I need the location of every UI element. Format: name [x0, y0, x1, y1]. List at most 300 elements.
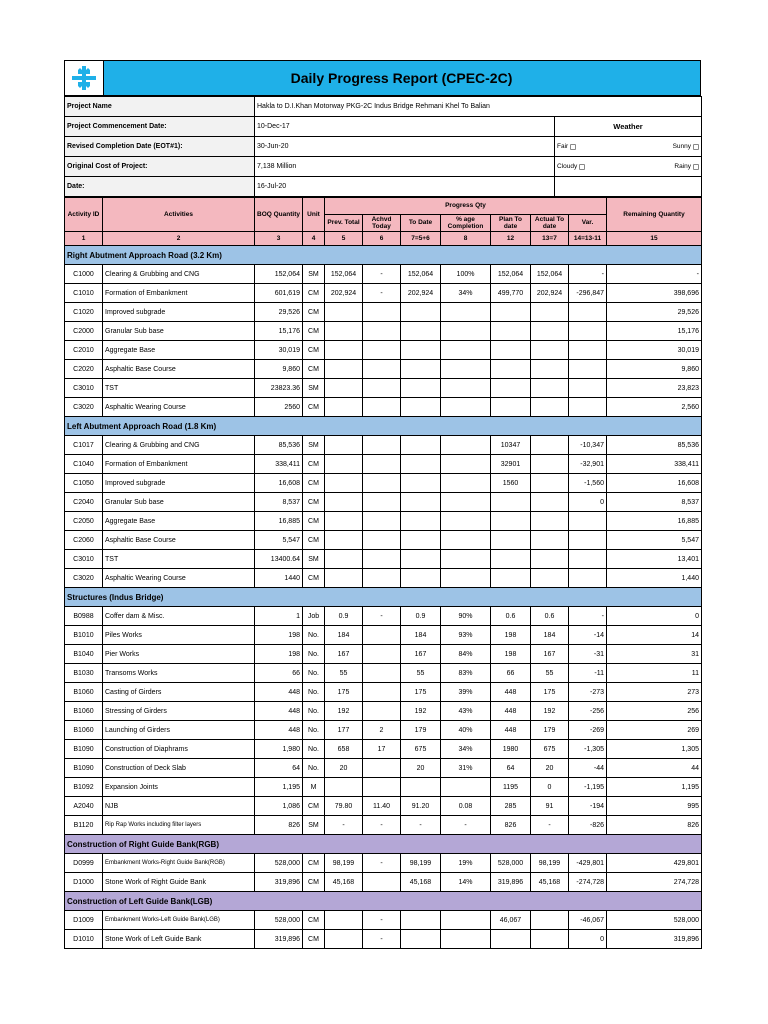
- cell-activity-id: C1050: [65, 474, 103, 493]
- cell-var: -: [569, 265, 607, 284]
- cell-to-date: [401, 778, 441, 797]
- cell-activity-name: Coffer dam & Misc.: [103, 607, 255, 626]
- cell-activity-name: Stone Work of Left Guide Bank: [103, 930, 255, 949]
- progress-table: [64, 197, 702, 949]
- section-header: [65, 417, 702, 436]
- cell-var: -1,560: [569, 474, 607, 493]
- cell-actual-to-date: [531, 322, 569, 341]
- cell-actual-to-date: 98,199: [531, 854, 569, 873]
- cell-prev-total: 175: [325, 683, 363, 702]
- cell-achvd-today: [363, 303, 401, 322]
- cell-pct-completion: [441, 455, 491, 474]
- cell-prev-total: 184: [325, 626, 363, 645]
- table-row: [65, 816, 702, 835]
- cell-achvd-today: -: [363, 816, 401, 835]
- cell-actual-to-date: 20: [531, 759, 569, 778]
- cell-to-date: [401, 436, 441, 455]
- header-num: 15: [607, 232, 702, 246]
- table-row: [65, 398, 702, 417]
- cell-unit: SM: [303, 379, 325, 398]
- cell-activity-name: Clearing & Grubbing and CNG: [103, 436, 255, 455]
- cell-boq-quantity: 528,000: [255, 854, 303, 873]
- cell-plan-to-date: 285: [491, 797, 531, 816]
- cell-achvd-today: [363, 512, 401, 531]
- cell-prev-total: 177: [325, 721, 363, 740]
- cell-plan-to-date: [491, 379, 531, 398]
- cell-activity-name: Improved subgrade: [103, 474, 255, 493]
- cell-remaining-quantity: 826: [607, 816, 702, 835]
- cell-activity-id: B1060: [65, 702, 103, 721]
- cell-boq-quantity: 1440: [255, 569, 303, 588]
- cell-unit: No.: [303, 702, 325, 721]
- cell-prev-total: 152,064: [325, 265, 363, 284]
- cell-remaining-quantity: 995: [607, 797, 702, 816]
- cell-plan-to-date: 448: [491, 721, 531, 740]
- table-row: [65, 626, 702, 645]
- cell-to-date: 152,064: [401, 265, 441, 284]
- table-row: [65, 759, 702, 778]
- cell-pct-completion: 31%: [441, 759, 491, 778]
- cell-remaining-quantity: 31: [607, 645, 702, 664]
- cell-remaining-quantity: 29,526: [607, 303, 702, 322]
- cell-unit: CM: [303, 512, 325, 531]
- cell-var: [569, 512, 607, 531]
- header-activities: Activities: [103, 198, 255, 232]
- cell-prev-total: [325, 436, 363, 455]
- cell-activity-name: NJB: [103, 797, 255, 816]
- cell-remaining-quantity: 1,195: [607, 778, 702, 797]
- weather-rainy-label: Rainy: [674, 163, 691, 170]
- cell-actual-to-date: [531, 379, 569, 398]
- table-row: [65, 569, 702, 588]
- table-row: [65, 379, 702, 398]
- table-row: [65, 341, 702, 360]
- table-row: [65, 474, 702, 493]
- cell-activity-id: B1090: [65, 759, 103, 778]
- cell-actual-to-date: [531, 531, 569, 550]
- cell-remaining-quantity: 338,411: [607, 455, 702, 474]
- header-num: 1: [65, 232, 103, 246]
- header-num: 2: [103, 232, 255, 246]
- cell-prev-total: [325, 455, 363, 474]
- cell-activity-name: Piles Works: [103, 626, 255, 645]
- section-header: [65, 246, 702, 265]
- cell-plan-to-date: [491, 930, 531, 949]
- cell-activity-id: C2040: [65, 493, 103, 512]
- cell-activity-id: C2020: [65, 360, 103, 379]
- cell-var: -44: [569, 759, 607, 778]
- cell-boq-quantity: 16,885: [255, 512, 303, 531]
- cell-var: -31: [569, 645, 607, 664]
- cell-pct-completion: [441, 930, 491, 949]
- cell-achvd-today: [363, 626, 401, 645]
- header-pct-completion: % age Completion: [441, 215, 491, 232]
- table-row: [65, 683, 702, 702]
- cell-achvd-today: [363, 759, 401, 778]
- cell-actual-to-date: [531, 455, 569, 474]
- cell-activity-id: C3020: [65, 569, 103, 588]
- cell-actual-to-date: [531, 436, 569, 455]
- section-title: Construction of Left Guide Bank(LGB): [65, 892, 702, 911]
- weather-sunny-option[interactable]: [673, 143, 699, 150]
- cell-plan-to-date: [491, 360, 531, 379]
- cell-unit: No.: [303, 664, 325, 683]
- cell-var: [569, 398, 607, 417]
- title-bar: [64, 60, 701, 96]
- cell-unit: CM: [303, 284, 325, 303]
- cell-boq-quantity: 66: [255, 664, 303, 683]
- table-row: [65, 322, 702, 341]
- cell-pct-completion: -: [441, 816, 491, 835]
- cell-prev-total: [325, 474, 363, 493]
- cell-unit: SM: [303, 265, 325, 284]
- cell-prev-total: 98,199: [325, 854, 363, 873]
- cell-boq-quantity: 2560: [255, 398, 303, 417]
- cell-activity-id: C1000: [65, 265, 103, 284]
- cell-plan-to-date: 528,000: [491, 854, 531, 873]
- cell-boq-quantity: 85,536: [255, 436, 303, 455]
- cell-to-date: -: [401, 816, 441, 835]
- cell-unit: CM: [303, 911, 325, 930]
- weather-row-1: [555, 137, 702, 157]
- cell-actual-to-date: [531, 303, 569, 322]
- cell-var: -274,728: [569, 873, 607, 892]
- cell-actual-to-date: 152,064: [531, 265, 569, 284]
- commencement-label: Project Commencement Date:: [65, 117, 255, 137]
- cell-activity-id: D1010: [65, 930, 103, 949]
- cell-plan-to-date: 64: [491, 759, 531, 778]
- cell-achvd-today: 17: [363, 740, 401, 759]
- commencement-value: 10-Dec-17: [255, 117, 555, 137]
- cell-to-date: 179: [401, 721, 441, 740]
- cell-activity-name: Construction of Diaphrams: [103, 740, 255, 759]
- cell-unit: CM: [303, 531, 325, 550]
- cell-remaining-quantity: 8,537: [607, 493, 702, 512]
- cell-pct-completion: 43%: [441, 702, 491, 721]
- cell-var: -269: [569, 721, 607, 740]
- cell-unit: CM: [303, 493, 325, 512]
- table-row: [65, 740, 702, 759]
- cell-plan-to-date: [491, 569, 531, 588]
- date-label: Date:: [65, 177, 255, 197]
- project-name-value: Hakla to D.I.Khan Motorway PKG-2C Indus Bridge Rehmani Khel To Balian: [255, 97, 702, 117]
- header-boq-quantity: BOQ Quantity: [255, 198, 303, 232]
- cell-boq-quantity: 13400.64: [255, 550, 303, 569]
- table-row: [65, 854, 702, 873]
- table-row: [65, 531, 702, 550]
- cell-to-date: 184: [401, 626, 441, 645]
- cell-boq-quantity: 1,980: [255, 740, 303, 759]
- checkbox-icon[interactable]: [579, 164, 585, 170]
- cell-prev-total: [325, 398, 363, 417]
- checkbox-icon[interactable]: [693, 144, 699, 150]
- cell-activity-name: Embankment Works-Right Guide Bank(RGB): [103, 854, 255, 873]
- cell-to-date: [401, 930, 441, 949]
- cell-unit: No.: [303, 759, 325, 778]
- cell-activity-name: Clearing & Grubbing and CNG: [103, 265, 255, 284]
- cell-activity-name: Asphaltic Wearing Course: [103, 398, 255, 417]
- header-num: 3: [255, 232, 303, 246]
- cell-unit: M: [303, 778, 325, 797]
- table-row: [65, 702, 702, 721]
- cell-plan-to-date: 10347: [491, 436, 531, 455]
- cell-boq-quantity: 198: [255, 645, 303, 664]
- cell-unit: CM: [303, 303, 325, 322]
- cell-pct-completion: [441, 474, 491, 493]
- cell-to-date: [401, 512, 441, 531]
- cell-prev-total: 20: [325, 759, 363, 778]
- cell-activity-id: C1017: [65, 436, 103, 455]
- report-title: Daily Progress Report (CPEC-2C): [290, 70, 513, 86]
- cell-pct-completion: [441, 303, 491, 322]
- cell-boq-quantity: 16,608: [255, 474, 303, 493]
- cell-to-date: [401, 911, 441, 930]
- header-actual-to-date: Actual To date: [531, 215, 569, 232]
- header-num: 5: [325, 232, 363, 246]
- progress-body: [65, 246, 702, 949]
- cell-activity-id: B0988: [65, 607, 103, 626]
- cell-actual-to-date: 45,168: [531, 873, 569, 892]
- cell-actual-to-date: 0: [531, 778, 569, 797]
- cell-unit: CM: [303, 873, 325, 892]
- cell-unit: No.: [303, 645, 325, 664]
- cell-remaining-quantity: 2,560: [607, 398, 702, 417]
- cell-achvd-today: -: [363, 911, 401, 930]
- cell-var: -46,067: [569, 911, 607, 930]
- cell-boq-quantity: 9,860: [255, 360, 303, 379]
- cell-var: 0: [569, 493, 607, 512]
- cell-achvd-today: [363, 683, 401, 702]
- cell-activity-id: B1030: [65, 664, 103, 683]
- cell-unit: CM: [303, 322, 325, 341]
- revised-completion-label: Revised Completion Date (EOT#1):: [65, 137, 255, 157]
- cell-actual-to-date: [531, 550, 569, 569]
- cell-prev-total: 79.80: [325, 797, 363, 816]
- cell-activity-id: B1060: [65, 721, 103, 740]
- cell-activity-name: Aggregate Base: [103, 341, 255, 360]
- cell-achvd-today: [363, 873, 401, 892]
- cell-actual-to-date: -: [531, 816, 569, 835]
- cell-achvd-today: [363, 569, 401, 588]
- weather-rainy-option[interactable]: [674, 163, 699, 170]
- section-header: [65, 835, 702, 854]
- cell-var: -11: [569, 664, 607, 683]
- cell-achvd-today: [363, 474, 401, 493]
- cell-boq-quantity: 8,537: [255, 493, 303, 512]
- cell-pct-completion: 0.08: [441, 797, 491, 816]
- cell-remaining-quantity: -: [607, 265, 702, 284]
- cell-remaining-quantity: 9,860: [607, 360, 702, 379]
- header-num: 13=7: [531, 232, 569, 246]
- cell-pct-completion: [441, 531, 491, 550]
- cell-unit: Job: [303, 607, 325, 626]
- cell-pct-completion: 34%: [441, 740, 491, 759]
- cell-remaining-quantity: 44: [607, 759, 702, 778]
- cell-unit: SM: [303, 436, 325, 455]
- header-var: Var.: [569, 215, 607, 232]
- header-num: 4: [303, 232, 325, 246]
- cell-activity-name: Casting of Girders: [103, 683, 255, 702]
- cell-actual-to-date: [531, 474, 569, 493]
- cell-plan-to-date: [491, 531, 531, 550]
- cell-plan-to-date: 1195: [491, 778, 531, 797]
- cell-var: [569, 341, 607, 360]
- cell-pct-completion: 93%: [441, 626, 491, 645]
- cell-plan-to-date: 826: [491, 816, 531, 835]
- cell-activity-id: C3020: [65, 398, 103, 417]
- weather-sunny-label: Sunny: [672, 143, 691, 150]
- cell-actual-to-date: [531, 911, 569, 930]
- cell-var: -1,305: [569, 740, 607, 759]
- header-activity-id: Activity ID: [65, 198, 103, 232]
- section-title: Structures (Indus Bridge): [65, 588, 702, 607]
- cell-activity-name: TST: [103, 550, 255, 569]
- cell-activity-name: Asphaltic Wearing Course: [103, 569, 255, 588]
- header-achvd-today: Achvd Today: [363, 215, 401, 232]
- header-plan-to-date: Plan To date: [491, 215, 531, 232]
- cell-pct-completion: [441, 512, 491, 531]
- header-progress-qty: Progress Qty: [325, 198, 607, 215]
- cell-actual-to-date: 179: [531, 721, 569, 740]
- cell-unit: CM: [303, 854, 325, 873]
- cell-to-date: 175: [401, 683, 441, 702]
- cell-var: -826: [569, 816, 607, 835]
- checkbox-icon[interactable]: [570, 144, 576, 150]
- cell-prev-total: 167: [325, 645, 363, 664]
- cell-pct-completion: [441, 398, 491, 417]
- cell-unit: CM: [303, 341, 325, 360]
- cell-to-date: [401, 341, 441, 360]
- table-row: [65, 645, 702, 664]
- cell-prev-total: 55: [325, 664, 363, 683]
- section-header: [65, 588, 702, 607]
- cell-var: [569, 303, 607, 322]
- cell-actual-to-date: 0.6: [531, 607, 569, 626]
- cell-pct-completion: [441, 379, 491, 398]
- cell-to-date: 0.9: [401, 607, 441, 626]
- cell-pct-completion: [441, 550, 491, 569]
- header-num: 8: [441, 232, 491, 246]
- cell-achvd-today: [363, 436, 401, 455]
- cell-to-date: 98,199: [401, 854, 441, 873]
- cell-plan-to-date: 448: [491, 702, 531, 721]
- table-row: [65, 778, 702, 797]
- section-header: [65, 892, 702, 911]
- cell-plan-to-date: 46,067: [491, 911, 531, 930]
- table-row: [65, 873, 702, 892]
- table-row: [65, 493, 702, 512]
- weather-row-2: [555, 157, 702, 177]
- weather-fair-option[interactable]: [557, 143, 576, 150]
- cell-prev-total: 0.9: [325, 607, 363, 626]
- cell-boq-quantity: 15,176: [255, 322, 303, 341]
- original-cost-label: Original Cost of Project:: [65, 157, 255, 177]
- cell-unit: CM: [303, 455, 325, 474]
- cell-actual-to-date: 91: [531, 797, 569, 816]
- cell-activity-name: Expansion Joints: [103, 778, 255, 797]
- cell-prev-total: [325, 360, 363, 379]
- cell-plan-to-date: [491, 398, 531, 417]
- cell-achvd-today: [363, 645, 401, 664]
- cell-boq-quantity: 5,547: [255, 531, 303, 550]
- cell-plan-to-date: 499,770: [491, 284, 531, 303]
- cell-pct-completion: 100%: [441, 265, 491, 284]
- cell-achvd-today: -: [363, 930, 401, 949]
- cell-prev-total: [325, 512, 363, 531]
- table-row: [65, 284, 702, 303]
- checkbox-icon[interactable]: [693, 164, 699, 170]
- cell-prev-total: 192: [325, 702, 363, 721]
- cell-prev-total: 45,168: [325, 873, 363, 892]
- cell-to-date: [401, 569, 441, 588]
- cell-unit: CM: [303, 360, 325, 379]
- cell-remaining-quantity: 16,608: [607, 474, 702, 493]
- cell-boq-quantity: 448: [255, 721, 303, 740]
- cell-prev-total: [325, 341, 363, 360]
- cell-activity-name: Stressing of Girders: [103, 702, 255, 721]
- cell-achvd-today: [363, 398, 401, 417]
- cell-boq-quantity: 23823.36: [255, 379, 303, 398]
- project-name-label: Project Name: [65, 97, 255, 117]
- cell-activity-id: C1040: [65, 455, 103, 474]
- cell-prev-total: [325, 379, 363, 398]
- header-num: 12: [491, 232, 531, 246]
- table-row: [65, 265, 702, 284]
- cell-var: [569, 322, 607, 341]
- report-sheet: [64, 60, 701, 949]
- cell-activity-name: Improved subgrade: [103, 303, 255, 322]
- cell-prev-total: [325, 550, 363, 569]
- cell-achvd-today: -: [363, 284, 401, 303]
- cell-activity-id: B1092: [65, 778, 103, 797]
- cell-activity-id: C1010: [65, 284, 103, 303]
- cell-boq-quantity: 152,064: [255, 265, 303, 284]
- cell-achvd-today: [363, 493, 401, 512]
- cell-var: 0: [569, 930, 607, 949]
- cell-activity-id: C2060: [65, 531, 103, 550]
- cell-pct-completion: [441, 569, 491, 588]
- cell-unit: CM: [303, 398, 325, 417]
- cell-activity-id: B1040: [65, 645, 103, 664]
- cell-to-date: [401, 531, 441, 550]
- cell-var: [569, 550, 607, 569]
- cell-pct-completion: 19%: [441, 854, 491, 873]
- cell-achvd-today: [363, 379, 401, 398]
- cell-boq-quantity: 30,019: [255, 341, 303, 360]
- cell-to-date: 192: [401, 702, 441, 721]
- table-row: [65, 930, 702, 949]
- weather-label: Weather: [555, 117, 702, 137]
- cell-boq-quantity: 448: [255, 683, 303, 702]
- cell-boq-quantity: 64: [255, 759, 303, 778]
- weather-cloudy-option[interactable]: [557, 163, 585, 170]
- cell-boq-quantity: 528,000: [255, 911, 303, 930]
- cell-remaining-quantity: 0: [607, 607, 702, 626]
- cell-to-date: [401, 398, 441, 417]
- cell-actual-to-date: 184: [531, 626, 569, 645]
- cell-boq-quantity: 601,619: [255, 284, 303, 303]
- weather-fair-label: Fair: [557, 143, 569, 150]
- cell-pct-completion: 83%: [441, 664, 491, 683]
- cell-remaining-quantity: 398,696: [607, 284, 702, 303]
- cell-unit: No.: [303, 721, 325, 740]
- cell-achvd-today: [363, 531, 401, 550]
- cell-var: [569, 379, 607, 398]
- cell-activity-id: A2040: [65, 797, 103, 816]
- project-info-table: [64, 96, 702, 197]
- cell-remaining-quantity: 23,823: [607, 379, 702, 398]
- cell-var: -10,347: [569, 436, 607, 455]
